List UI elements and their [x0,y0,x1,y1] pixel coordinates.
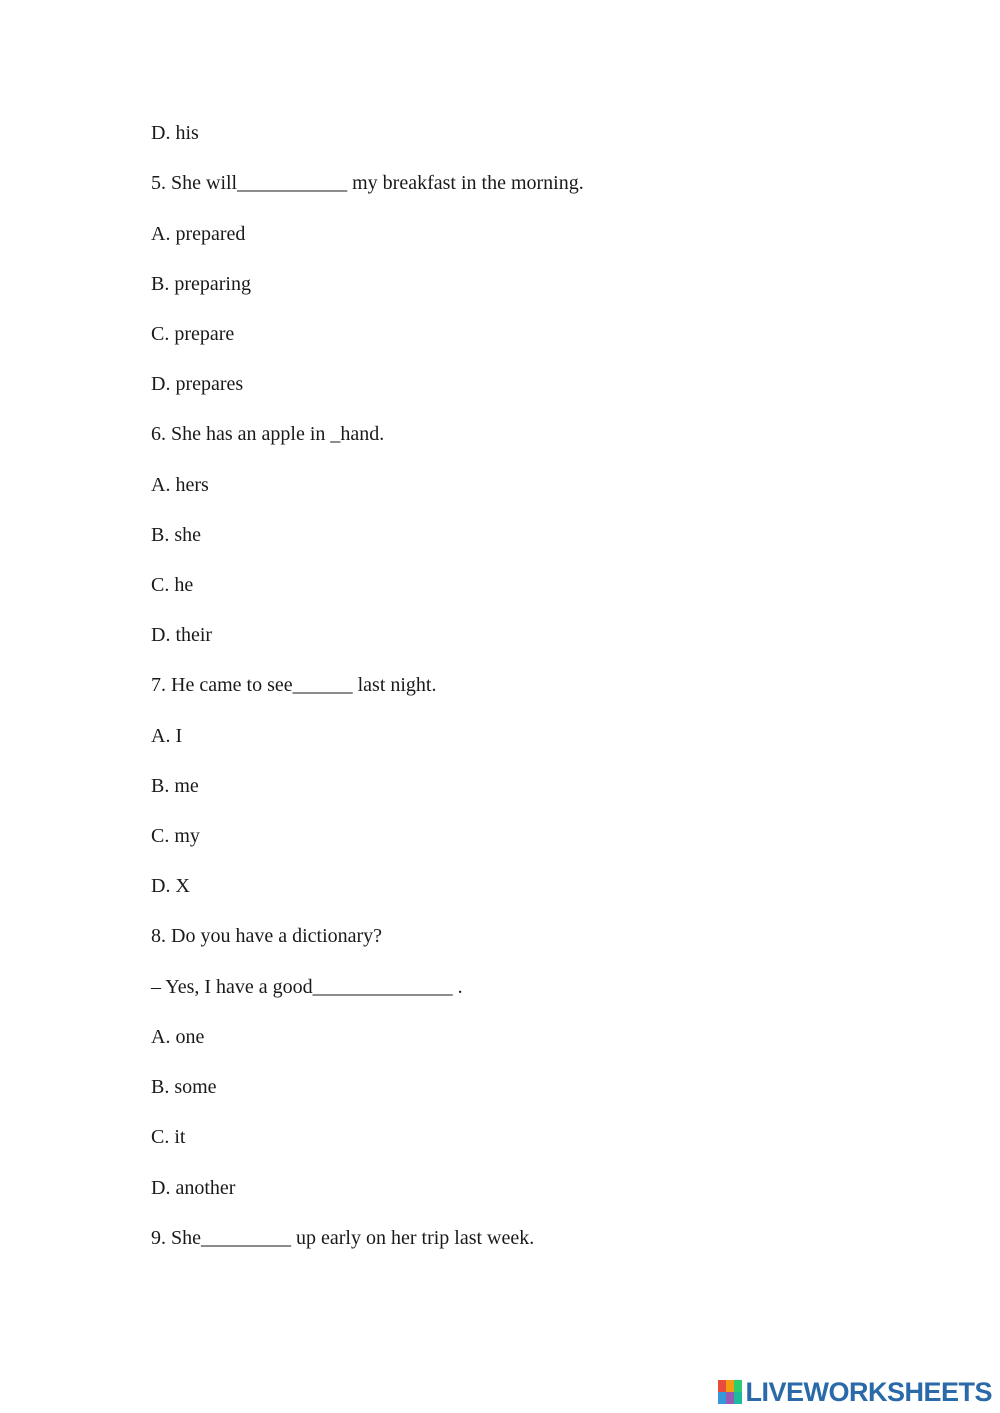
option-d-q7: D. X [151,875,190,897]
liveworksheets-logo-icon [718,1380,742,1404]
question-9: 9. She_________ up early on her trip last week. [151,1227,535,1249]
option-a-q8: A. one [151,1026,205,1048]
option-c-q7: C. my [151,825,200,847]
option-d-q6: D. their [151,624,213,646]
option-b-q6: B. she [151,524,201,546]
option-a-q6: A. hers [151,474,209,496]
question-5: 5. She will___________ my breakfast in the morning. [151,172,584,194]
option-b-q8: B. some [151,1076,217,1098]
option-c-q6: C. he [151,574,194,596]
option-b-q7: B. me [151,775,199,797]
liveworksheets-logo [718,1377,992,1407]
option-d-q8: D. another [151,1177,236,1199]
option-a-q5: A. prepared [151,223,246,245]
question-8-answer-line: – Yes, I have a good______________ . [151,976,463,998]
option-a-q7: A. I [151,725,183,747]
question-7: 7. He came to see______ last night. [151,674,437,696]
question-6: 6. She has an apple in _hand. [151,423,385,445]
option-d-q4: D. his [151,122,199,144]
option-d-q5: D. prepares [151,373,244,395]
liveworksheets-logo-text: LIVEWORKSHEETS [745,1376,992,1407]
option-b-q5: B. preparing [151,273,251,295]
question-8: 8. Do you have a dictionary? [151,925,383,947]
option-c-q8: C. it [151,1126,186,1148]
option-c-q5: C. prepare [151,323,235,345]
